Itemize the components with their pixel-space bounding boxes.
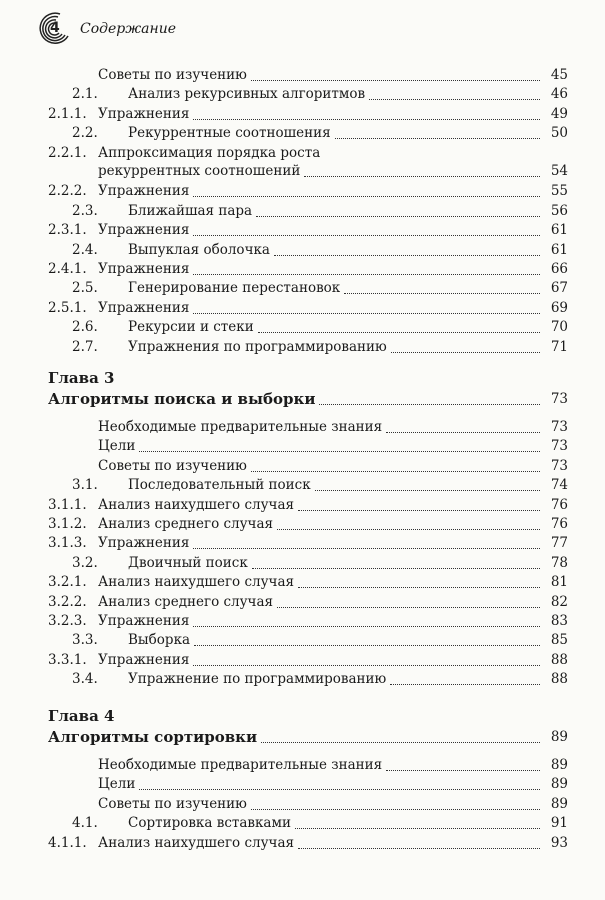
page-number-ref: 77 xyxy=(550,535,568,552)
section-title: Рекуррентные соотношения xyxy=(128,125,331,142)
section-title: Выборка xyxy=(128,632,191,649)
page-number-ref: 45 xyxy=(550,67,568,83)
dot-leader xyxy=(251,793,540,810)
page-number-ref: 73 xyxy=(550,391,568,407)
section-title: Алгоритмы поиска и выборки xyxy=(48,390,316,408)
section-title: Упражнения xyxy=(98,222,190,239)
dot-leader xyxy=(258,316,540,333)
page-number-ref: 67 xyxy=(550,280,568,297)
section-number: 3.3.1. xyxy=(48,651,87,668)
section-title-line1: Аппроксимация порядка роста xyxy=(98,144,321,161)
page-number-ref: 88 xyxy=(550,671,568,688)
page-number-ref: 76 xyxy=(550,516,568,532)
dot-leader xyxy=(386,754,540,771)
page-number-ref: 69 xyxy=(550,299,568,316)
section-title: Цели xyxy=(98,776,136,793)
dot-leader xyxy=(295,812,540,829)
dot-leader xyxy=(277,513,540,530)
page-number-ref: 73 xyxy=(550,438,568,455)
section-title: Последовательный поиск xyxy=(128,477,311,494)
dot-leader xyxy=(193,649,540,666)
page-number-ref: 73 xyxy=(550,457,568,474)
chapter-title-entry[interactable] xyxy=(0,726,605,748)
section-title: Необходимые предварительные знания xyxy=(98,419,383,435)
page-number-ref: 71 xyxy=(550,338,568,355)
section-title: Анализ наихудшего случая xyxy=(98,834,295,851)
chapter-label: Глава 4 xyxy=(48,707,115,725)
section-title: Советы по изучению xyxy=(98,67,247,83)
page-number-ref: 85 xyxy=(550,632,568,649)
section-title: Упражнение по программированию xyxy=(128,671,387,688)
section-title: рекуррентных соотношений xyxy=(98,162,301,179)
section-title: Рекурсии и стеки xyxy=(128,319,254,336)
dot-leader xyxy=(298,832,540,849)
page-number-ref: 89 xyxy=(550,776,568,793)
page-number-ref: 74 xyxy=(550,477,568,494)
section-number: 3.2. xyxy=(72,554,98,571)
dot-leader xyxy=(298,571,540,588)
section-title: Цели xyxy=(98,438,136,455)
page-number-ref: 89 xyxy=(550,729,568,745)
dot-leader xyxy=(251,455,540,472)
page-number-ref: 82 xyxy=(550,593,568,610)
section-number: 2.2.1. xyxy=(48,144,87,161)
dot-leader xyxy=(319,388,540,405)
dot-leader xyxy=(139,773,540,790)
section-number: 3.3. xyxy=(72,632,98,649)
page-number-ref: 49 xyxy=(550,105,568,122)
section-title: Ближайшая пара xyxy=(128,202,253,219)
page-number-ref: 78 xyxy=(550,554,568,571)
dot-leader xyxy=(298,494,540,511)
dot-leader xyxy=(369,83,540,100)
page-number-ref: 61 xyxy=(550,222,568,239)
dot-leader xyxy=(256,200,540,217)
section-title: Упражнения xyxy=(98,613,190,629)
section-number: 2.4.1. xyxy=(48,261,87,277)
page-number-ref: 93 xyxy=(550,834,568,851)
dot-leader xyxy=(193,532,540,549)
section-number: 2.1.1. xyxy=(48,105,87,122)
section-title: Генерирование перестановок xyxy=(128,280,341,297)
dot-leader xyxy=(193,180,540,197)
section-title: Анализ наихудшего случая xyxy=(98,574,295,591)
dot-leader xyxy=(193,219,540,236)
section-title: Упражнения xyxy=(98,651,190,668)
section-title: Упражнения xyxy=(98,105,190,122)
dot-leader xyxy=(390,668,540,685)
page-number-ref: 88 xyxy=(550,651,568,668)
dot-leader xyxy=(386,416,540,433)
section-title: Советы по изучению xyxy=(98,457,247,474)
section-title: Упражнения xyxy=(98,183,190,200)
section-title: Упражнения по программированию xyxy=(128,338,387,355)
dot-leader xyxy=(139,435,540,452)
page-number-ref: 66 xyxy=(550,261,568,277)
dot-leader xyxy=(252,552,540,569)
page-number-ref: 54 xyxy=(550,162,568,179)
dot-leader xyxy=(193,258,540,275)
page-number-ref: 83 xyxy=(550,613,568,629)
chapter-title-entry[interactable] xyxy=(0,388,605,410)
page-number-ref: 89 xyxy=(550,795,568,812)
section-number: 3.1.2. xyxy=(48,516,87,532)
section-title: Алгоритмы сортировки xyxy=(48,728,258,746)
running-title: Содержание xyxy=(80,21,177,37)
section-number: 2.4. xyxy=(72,241,98,258)
section-title: Анализ среднего случая xyxy=(98,593,274,610)
dot-leader xyxy=(193,297,540,314)
section-title: Двоичный поиск xyxy=(128,554,248,571)
dot-leader xyxy=(194,629,540,646)
section-number: 2.5.1. xyxy=(48,299,87,316)
page-number-ref: 50 xyxy=(550,125,568,142)
toc-entry[interactable] xyxy=(0,832,605,854)
section-number: 4.1.1. xyxy=(48,834,87,851)
page-number-ref: 55 xyxy=(550,183,568,200)
page-number-ref: 70 xyxy=(550,319,568,336)
section-number: 2.2. xyxy=(72,125,98,142)
dot-leader xyxy=(193,610,540,627)
section-number: 2.6. xyxy=(72,319,98,336)
page-number-ref: 46 xyxy=(550,86,568,103)
dot-leader xyxy=(391,336,540,353)
section-number: 2.3. xyxy=(72,202,98,219)
toc-entry[interactable] xyxy=(0,336,605,358)
section-number: 4.1. xyxy=(72,815,98,832)
section-title: Упражнения xyxy=(98,535,190,552)
section-number: 2.5. xyxy=(72,280,98,297)
section-title: Упражнения xyxy=(98,299,190,316)
section-number: 2.1. xyxy=(72,86,98,103)
section-title: Советы по изучению xyxy=(98,795,247,812)
section-number: 3.2.1. xyxy=(48,574,87,591)
dot-leader xyxy=(304,160,540,177)
section-number: 2.3.1. xyxy=(48,222,87,239)
dot-leader xyxy=(277,591,540,608)
page-number-ref: 73 xyxy=(550,419,568,435)
section-title: Анализ рекурсивных алгоритмов xyxy=(128,86,366,103)
dot-leader xyxy=(315,474,540,491)
dot-leader xyxy=(335,122,540,139)
section-number: 2.7. xyxy=(72,338,98,355)
page-number-ref: 89 xyxy=(550,757,568,773)
page-number-ref: 91 xyxy=(550,815,568,832)
section-number: 3.2.3. xyxy=(48,613,87,629)
section-title: Необходимые предварительные знания xyxy=(98,757,383,773)
dot-leader xyxy=(274,239,540,256)
page-number: 4 xyxy=(50,20,60,36)
section-number: 3.1.3. xyxy=(48,535,87,552)
page-number-ref: 81 xyxy=(550,574,568,591)
section-number: 3.1.1. xyxy=(48,496,87,513)
section-number: 2.2.2. xyxy=(48,183,87,200)
chapter-label: Глава 3 xyxy=(48,369,115,387)
section-number: 3.2.2. xyxy=(48,593,87,610)
dot-leader xyxy=(251,64,540,81)
page-number-ref: 56 xyxy=(550,202,568,219)
toc-entry[interactable] xyxy=(0,142,605,182)
section-title: Анализ наихудшего случая xyxy=(98,496,295,513)
page-number-ref: 61 xyxy=(550,241,568,258)
page-number-ref: 76 xyxy=(550,496,568,513)
section-title: Выпуклая оболочка xyxy=(128,241,270,258)
section-title: Анализ среднего случая xyxy=(98,516,274,532)
section-number: 3.4. xyxy=(72,671,98,688)
section-number: 3.1. xyxy=(72,477,98,494)
dot-leader xyxy=(344,277,540,294)
section-title: Сортировка вставками xyxy=(128,815,291,832)
toc-entry[interactable] xyxy=(0,668,605,690)
section-title: Упражнения xyxy=(98,261,190,277)
dot-leader xyxy=(193,103,540,120)
dot-leader xyxy=(261,726,540,743)
